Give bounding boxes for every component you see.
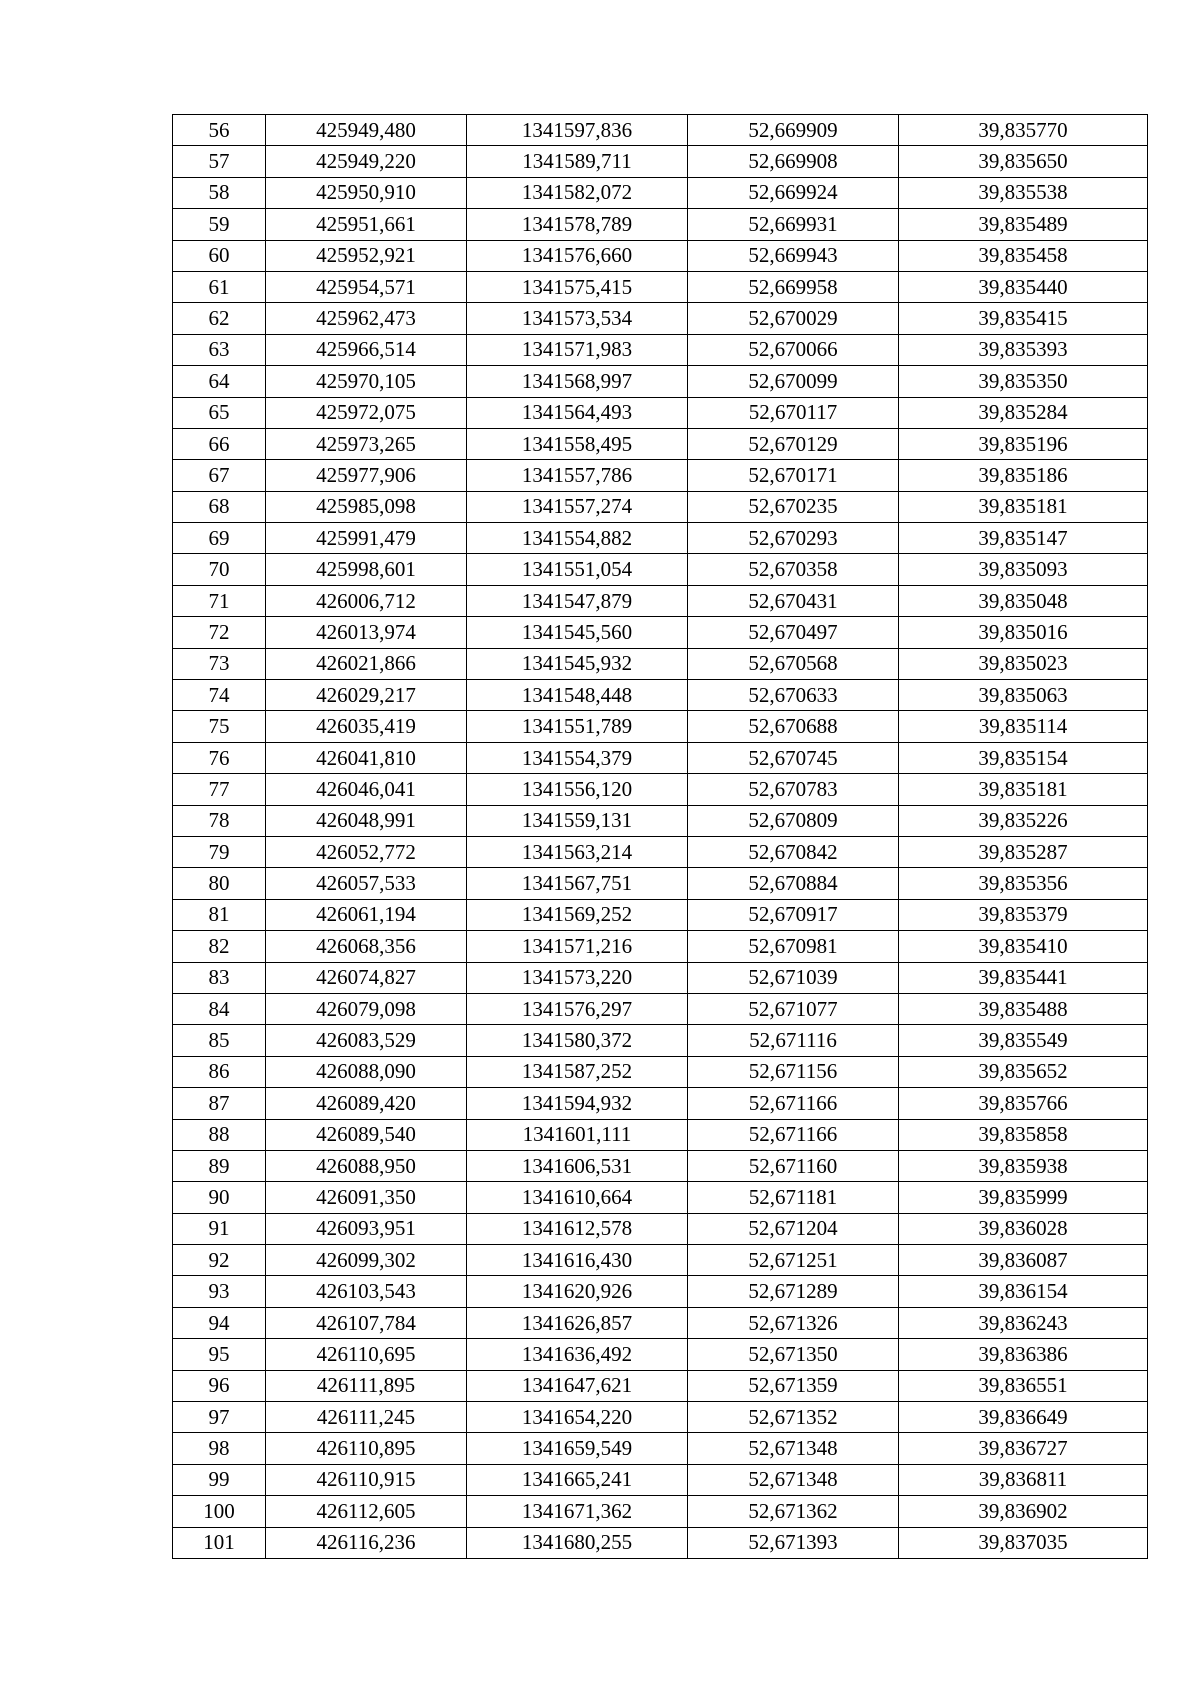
y-coordinate-cell: 1341557,274 (467, 491, 688, 522)
y-coordinate-cell: 1341647,621 (467, 1370, 688, 1401)
latitude-cell: 52,671077 (688, 993, 899, 1024)
longitude-cell: 39,836386 (899, 1339, 1148, 1370)
y-coordinate-cell: 1341612,578 (467, 1213, 688, 1244)
table-row (173, 1307, 1148, 1338)
y-coordinate-cell: 1341551,789 (467, 711, 688, 742)
longitude-cell: 39,835999 (899, 1182, 1148, 1213)
table-row (173, 931, 1148, 962)
latitude-cell: 52,670981 (688, 931, 899, 962)
x-coordinate-cell: 426035,419 (266, 711, 467, 742)
point-number-cell: 87 (173, 1088, 266, 1119)
x-coordinate-cell: 426079,098 (266, 993, 467, 1024)
point-number-cell: 81 (173, 899, 266, 930)
y-coordinate-cell: 1341547,879 (467, 585, 688, 616)
x-coordinate-cell: 426093,951 (266, 1213, 467, 1244)
table-row (173, 397, 1148, 428)
latitude-cell: 52,671166 (688, 1088, 899, 1119)
latitude-cell: 52,669931 (688, 209, 899, 240)
y-coordinate-cell: 1341626,857 (467, 1307, 688, 1338)
x-coordinate-cell: 426048,991 (266, 805, 467, 836)
coordinates-table (172, 114, 1148, 1559)
y-coordinate-cell: 1341601,111 (467, 1119, 688, 1150)
y-coordinate-cell: 1341567,751 (467, 868, 688, 899)
table-row (173, 1056, 1148, 1087)
x-coordinate-cell: 425962,473 (266, 303, 467, 334)
table-row (173, 585, 1148, 616)
latitude-cell: 52,671326 (688, 1307, 899, 1338)
y-coordinate-cell: 1341589,711 (467, 146, 688, 177)
y-coordinate-cell: 1341563,214 (467, 836, 688, 867)
point-number-cell: 83 (173, 962, 266, 993)
point-number-cell: 90 (173, 1182, 266, 1213)
x-coordinate-cell: 425998,601 (266, 554, 467, 585)
longitude-cell: 39,835393 (899, 334, 1148, 365)
latitude-cell: 52,670293 (688, 523, 899, 554)
latitude-cell: 52,671181 (688, 1182, 899, 1213)
latitude-cell: 52,671251 (688, 1245, 899, 1276)
y-coordinate-cell: 1341616,430 (467, 1245, 688, 1276)
table-row (173, 491, 1148, 522)
x-coordinate-cell: 426006,712 (266, 585, 467, 616)
table-row (173, 1496, 1148, 1527)
table-row (173, 1245, 1148, 1276)
table-row (173, 460, 1148, 491)
longitude-cell: 39,835415 (899, 303, 1148, 334)
point-number-cell: 60 (173, 240, 266, 271)
latitude-cell: 52,671289 (688, 1276, 899, 1307)
latitude-cell: 52,671352 (688, 1402, 899, 1433)
latitude-cell: 52,669943 (688, 240, 899, 271)
y-coordinate-cell: 1341665,241 (467, 1464, 688, 1495)
longitude-cell: 39,835766 (899, 1088, 1148, 1119)
latitude-cell: 52,670431 (688, 585, 899, 616)
x-coordinate-cell: 425949,480 (266, 115, 467, 146)
table-row (173, 334, 1148, 365)
point-number-cell: 89 (173, 1150, 266, 1181)
x-coordinate-cell: 426110,895 (266, 1433, 467, 1464)
x-coordinate-cell: 426046,041 (266, 774, 467, 805)
longitude-cell: 39,835458 (899, 240, 1148, 271)
longitude-cell: 39,836154 (899, 1276, 1148, 1307)
y-coordinate-cell: 1341554,379 (467, 742, 688, 773)
y-coordinate-cell: 1341559,131 (467, 805, 688, 836)
point-number-cell: 74 (173, 680, 266, 711)
longitude-cell: 39,835016 (899, 617, 1148, 648)
longitude-cell: 39,836727 (899, 1433, 1148, 1464)
latitude-cell: 52,670129 (688, 428, 899, 459)
x-coordinate-cell: 426089,420 (266, 1088, 467, 1119)
point-number-cell: 71 (173, 585, 266, 616)
x-coordinate-cell: 426091,350 (266, 1182, 467, 1213)
table-row (173, 1150, 1148, 1181)
latitude-cell: 52,670884 (688, 868, 899, 899)
latitude-cell: 52,670497 (688, 617, 899, 648)
table-row (173, 1088, 1148, 1119)
point-number-cell: 66 (173, 428, 266, 459)
latitude-cell: 52,671156 (688, 1056, 899, 1087)
longitude-cell: 39,835488 (899, 993, 1148, 1024)
latitude-cell: 52,670917 (688, 899, 899, 930)
latitude-cell: 52,671348 (688, 1433, 899, 1464)
latitude-cell: 52,670029 (688, 303, 899, 334)
y-coordinate-cell: 1341571,983 (467, 334, 688, 365)
longitude-cell: 39,836902 (899, 1496, 1148, 1527)
table-row (173, 366, 1148, 397)
y-coordinate-cell: 1341545,932 (467, 648, 688, 679)
y-coordinate-cell: 1341548,448 (467, 680, 688, 711)
longitude-cell: 39,835147 (899, 523, 1148, 554)
longitude-cell: 39,836551 (899, 1370, 1148, 1401)
x-coordinate-cell: 426074,827 (266, 962, 467, 993)
point-number-cell: 64 (173, 366, 266, 397)
x-coordinate-cell: 425951,661 (266, 209, 467, 240)
table-row (173, 177, 1148, 208)
point-number-cell: 95 (173, 1339, 266, 1370)
x-coordinate-cell: 426061,194 (266, 899, 467, 930)
y-coordinate-cell: 1341557,786 (467, 460, 688, 491)
point-number-cell: 62 (173, 303, 266, 334)
x-coordinate-cell: 426110,695 (266, 1339, 467, 1370)
longitude-cell: 39,835538 (899, 177, 1148, 208)
longitude-cell: 39,835356 (899, 868, 1148, 899)
x-coordinate-cell: 426107,784 (266, 1307, 467, 1338)
point-number-cell: 97 (173, 1402, 266, 1433)
y-coordinate-cell: 1341582,072 (467, 177, 688, 208)
latitude-cell: 52,670568 (688, 648, 899, 679)
y-coordinate-cell: 1341558,495 (467, 428, 688, 459)
y-coordinate-cell: 1341597,836 (467, 115, 688, 146)
y-coordinate-cell: 1341573,534 (467, 303, 688, 334)
table-row (173, 680, 1148, 711)
x-coordinate-cell: 426052,772 (266, 836, 467, 867)
latitude-cell: 52,671350 (688, 1339, 899, 1370)
longitude-cell: 39,837035 (899, 1527, 1148, 1558)
latitude-cell: 52,670117 (688, 397, 899, 428)
point-number-cell: 101 (173, 1527, 266, 1558)
point-number-cell: 88 (173, 1119, 266, 1150)
point-number-cell: 79 (173, 836, 266, 867)
longitude-cell: 39,835441 (899, 962, 1148, 993)
x-coordinate-cell: 426111,245 (266, 1402, 467, 1433)
latitude-cell: 52,671359 (688, 1370, 899, 1401)
point-number-cell: 94 (173, 1307, 266, 1338)
longitude-cell: 39,835196 (899, 428, 1148, 459)
longitude-cell: 39,835350 (899, 366, 1148, 397)
latitude-cell: 52,670745 (688, 742, 899, 773)
latitude-cell: 52,671204 (688, 1213, 899, 1244)
latitude-cell: 52,671362 (688, 1496, 899, 1527)
x-coordinate-cell: 425977,906 (266, 460, 467, 491)
longitude-cell: 39,835226 (899, 805, 1148, 836)
point-number-cell: 57 (173, 146, 266, 177)
longitude-cell: 39,835440 (899, 271, 1148, 302)
latitude-cell: 52,671393 (688, 1527, 899, 1558)
table-row (173, 993, 1148, 1024)
table-row (173, 303, 1148, 334)
point-number-cell: 96 (173, 1370, 266, 1401)
y-coordinate-cell: 1341580,372 (467, 1025, 688, 1056)
table-row (173, 271, 1148, 302)
point-number-cell: 59 (173, 209, 266, 240)
y-coordinate-cell: 1341564,493 (467, 397, 688, 428)
y-coordinate-cell: 1341556,120 (467, 774, 688, 805)
point-number-cell: 69 (173, 523, 266, 554)
longitude-cell: 39,835379 (899, 899, 1148, 930)
latitude-cell: 52,671160 (688, 1150, 899, 1181)
longitude-cell: 39,835770 (899, 115, 1148, 146)
x-coordinate-cell: 426041,810 (266, 742, 467, 773)
y-coordinate-cell: 1341606,531 (467, 1150, 688, 1181)
x-coordinate-cell: 426013,974 (266, 617, 467, 648)
x-coordinate-cell: 426110,915 (266, 1464, 467, 1495)
longitude-cell: 39,835938 (899, 1150, 1148, 1181)
longitude-cell: 39,835114 (899, 711, 1148, 742)
x-coordinate-cell: 425973,265 (266, 428, 467, 459)
y-coordinate-cell: 1341576,297 (467, 993, 688, 1024)
longitude-cell: 39,835650 (899, 146, 1148, 177)
longitude-cell: 39,835284 (899, 397, 1148, 428)
table-row (173, 899, 1148, 930)
table-row (173, 240, 1148, 271)
y-coordinate-cell: 1341587,252 (467, 1056, 688, 1087)
point-number-cell: 80 (173, 868, 266, 899)
latitude-cell: 52,670171 (688, 460, 899, 491)
y-coordinate-cell: 1341551,054 (467, 554, 688, 585)
y-coordinate-cell: 1341554,882 (467, 523, 688, 554)
latitude-cell: 52,670842 (688, 836, 899, 867)
y-coordinate-cell: 1341578,789 (467, 209, 688, 240)
x-coordinate-cell: 425952,921 (266, 240, 467, 271)
y-coordinate-cell: 1341671,362 (467, 1496, 688, 1527)
point-number-cell: 72 (173, 617, 266, 648)
y-coordinate-cell: 1341575,415 (467, 271, 688, 302)
point-number-cell: 100 (173, 1496, 266, 1527)
latitude-cell: 52,670809 (688, 805, 899, 836)
longitude-cell: 39,835093 (899, 554, 1148, 585)
table-row (173, 962, 1148, 993)
x-coordinate-cell: 425949,220 (266, 146, 467, 177)
table-row (173, 617, 1148, 648)
table-row (173, 774, 1148, 805)
y-coordinate-cell: 1341636,492 (467, 1339, 688, 1370)
longitude-cell: 39,835858 (899, 1119, 1148, 1150)
longitude-cell: 39,835652 (899, 1056, 1148, 1087)
point-number-cell: 65 (173, 397, 266, 428)
table-row (173, 523, 1148, 554)
latitude-cell: 52,671166 (688, 1119, 899, 1150)
point-number-cell: 92 (173, 1245, 266, 1276)
x-coordinate-cell: 426057,533 (266, 868, 467, 899)
table-row (173, 1464, 1148, 1495)
table-row (173, 1339, 1148, 1370)
y-coordinate-cell: 1341576,660 (467, 240, 688, 271)
point-number-cell: 76 (173, 742, 266, 773)
x-coordinate-cell: 426103,543 (266, 1276, 467, 1307)
latitude-cell: 52,669909 (688, 115, 899, 146)
y-coordinate-cell: 1341610,664 (467, 1182, 688, 1213)
y-coordinate-cell: 1341569,252 (467, 899, 688, 930)
longitude-cell: 39,836649 (899, 1402, 1148, 1433)
point-number-cell: 75 (173, 711, 266, 742)
point-number-cell: 58 (173, 177, 266, 208)
y-coordinate-cell: 1341568,997 (467, 366, 688, 397)
table-row (173, 1213, 1148, 1244)
table-row (173, 1402, 1148, 1433)
longitude-cell: 39,835287 (899, 836, 1148, 867)
table-row (173, 115, 1148, 146)
table-row (173, 1433, 1148, 1464)
longitude-cell: 39,836243 (899, 1307, 1148, 1338)
point-number-cell: 56 (173, 115, 266, 146)
x-coordinate-cell: 425985,098 (266, 491, 467, 522)
table-row (173, 1025, 1148, 1056)
point-number-cell: 70 (173, 554, 266, 585)
table-row (173, 836, 1148, 867)
point-number-cell: 91 (173, 1213, 266, 1244)
longitude-cell: 39,836028 (899, 1213, 1148, 1244)
latitude-cell: 52,670358 (688, 554, 899, 585)
x-coordinate-cell: 426099,302 (266, 1245, 467, 1276)
longitude-cell: 39,835154 (899, 742, 1148, 773)
point-number-cell: 82 (173, 931, 266, 962)
point-number-cell: 73 (173, 648, 266, 679)
point-number-cell: 85 (173, 1025, 266, 1056)
longitude-cell: 39,835181 (899, 491, 1148, 522)
point-number-cell: 98 (173, 1433, 266, 1464)
latitude-cell: 52,670235 (688, 491, 899, 522)
y-coordinate-cell: 1341571,216 (467, 931, 688, 962)
longitude-cell: 39,835549 (899, 1025, 1148, 1056)
x-coordinate-cell: 425991,479 (266, 523, 467, 554)
y-coordinate-cell: 1341594,932 (467, 1088, 688, 1119)
y-coordinate-cell: 1341620,926 (467, 1276, 688, 1307)
x-coordinate-cell: 425950,910 (266, 177, 467, 208)
x-coordinate-cell: 425972,075 (266, 397, 467, 428)
latitude-cell: 52,670066 (688, 334, 899, 365)
table-row (173, 428, 1148, 459)
point-number-cell: 93 (173, 1276, 266, 1307)
table-row (173, 209, 1148, 240)
point-number-cell: 78 (173, 805, 266, 836)
latitude-cell: 52,671116 (688, 1025, 899, 1056)
table-row (173, 648, 1148, 679)
table-row (173, 554, 1148, 585)
table-row (173, 1182, 1148, 1213)
y-coordinate-cell: 1341659,549 (467, 1433, 688, 1464)
latitude-cell: 52,670783 (688, 774, 899, 805)
table-row (173, 711, 1148, 742)
longitude-cell: 39,836811 (899, 1464, 1148, 1495)
x-coordinate-cell: 425954,571 (266, 271, 467, 302)
x-coordinate-cell: 426089,540 (266, 1119, 467, 1150)
y-coordinate-cell: 1341545,560 (467, 617, 688, 648)
latitude-cell: 52,671348 (688, 1464, 899, 1495)
point-number-cell: 77 (173, 774, 266, 805)
latitude-cell: 52,670633 (688, 680, 899, 711)
latitude-cell: 52,670099 (688, 366, 899, 397)
y-coordinate-cell: 1341573,220 (467, 962, 688, 993)
table-row (173, 1527, 1148, 1558)
longitude-cell: 39,835063 (899, 680, 1148, 711)
table-row (173, 805, 1148, 836)
x-coordinate-cell: 426112,605 (266, 1496, 467, 1527)
table-row (173, 1276, 1148, 1307)
x-coordinate-cell: 426116,236 (266, 1527, 467, 1558)
point-number-cell: 99 (173, 1464, 266, 1495)
longitude-cell: 39,835410 (899, 931, 1148, 962)
point-number-cell: 86 (173, 1056, 266, 1087)
latitude-cell: 52,669924 (688, 177, 899, 208)
y-coordinate-cell: 1341654,220 (467, 1402, 688, 1433)
x-coordinate-cell: 426111,895 (266, 1370, 467, 1401)
longitude-cell: 39,835023 (899, 648, 1148, 679)
table-row (173, 868, 1148, 899)
x-coordinate-cell: 426083,529 (266, 1025, 467, 1056)
point-number-cell: 84 (173, 993, 266, 1024)
latitude-cell: 52,669908 (688, 146, 899, 177)
point-number-cell: 68 (173, 491, 266, 522)
point-number-cell: 63 (173, 334, 266, 365)
table-row (173, 742, 1148, 773)
coordinates-table-body (173, 115, 1148, 1559)
x-coordinate-cell: 425970,105 (266, 366, 467, 397)
x-coordinate-cell: 426068,356 (266, 931, 467, 962)
x-coordinate-cell: 426088,090 (266, 1056, 467, 1087)
table-row (173, 146, 1148, 177)
longitude-cell: 39,835489 (899, 209, 1148, 240)
latitude-cell: 52,669958 (688, 271, 899, 302)
x-coordinate-cell: 426029,217 (266, 680, 467, 711)
point-number-cell: 61 (173, 271, 266, 302)
latitude-cell: 52,670688 (688, 711, 899, 742)
point-number-cell: 67 (173, 460, 266, 491)
table-row (173, 1370, 1148, 1401)
longitude-cell: 39,836087 (899, 1245, 1148, 1276)
longitude-cell: 39,835186 (899, 460, 1148, 491)
x-coordinate-cell: 426088,950 (266, 1150, 467, 1181)
x-coordinate-cell: 426021,866 (266, 648, 467, 679)
x-coordinate-cell: 425966,514 (266, 334, 467, 365)
longitude-cell: 39,835181 (899, 774, 1148, 805)
longitude-cell: 39,835048 (899, 585, 1148, 616)
latitude-cell: 52,671039 (688, 962, 899, 993)
table-row (173, 1119, 1148, 1150)
y-coordinate-cell: 1341680,255 (467, 1527, 688, 1558)
